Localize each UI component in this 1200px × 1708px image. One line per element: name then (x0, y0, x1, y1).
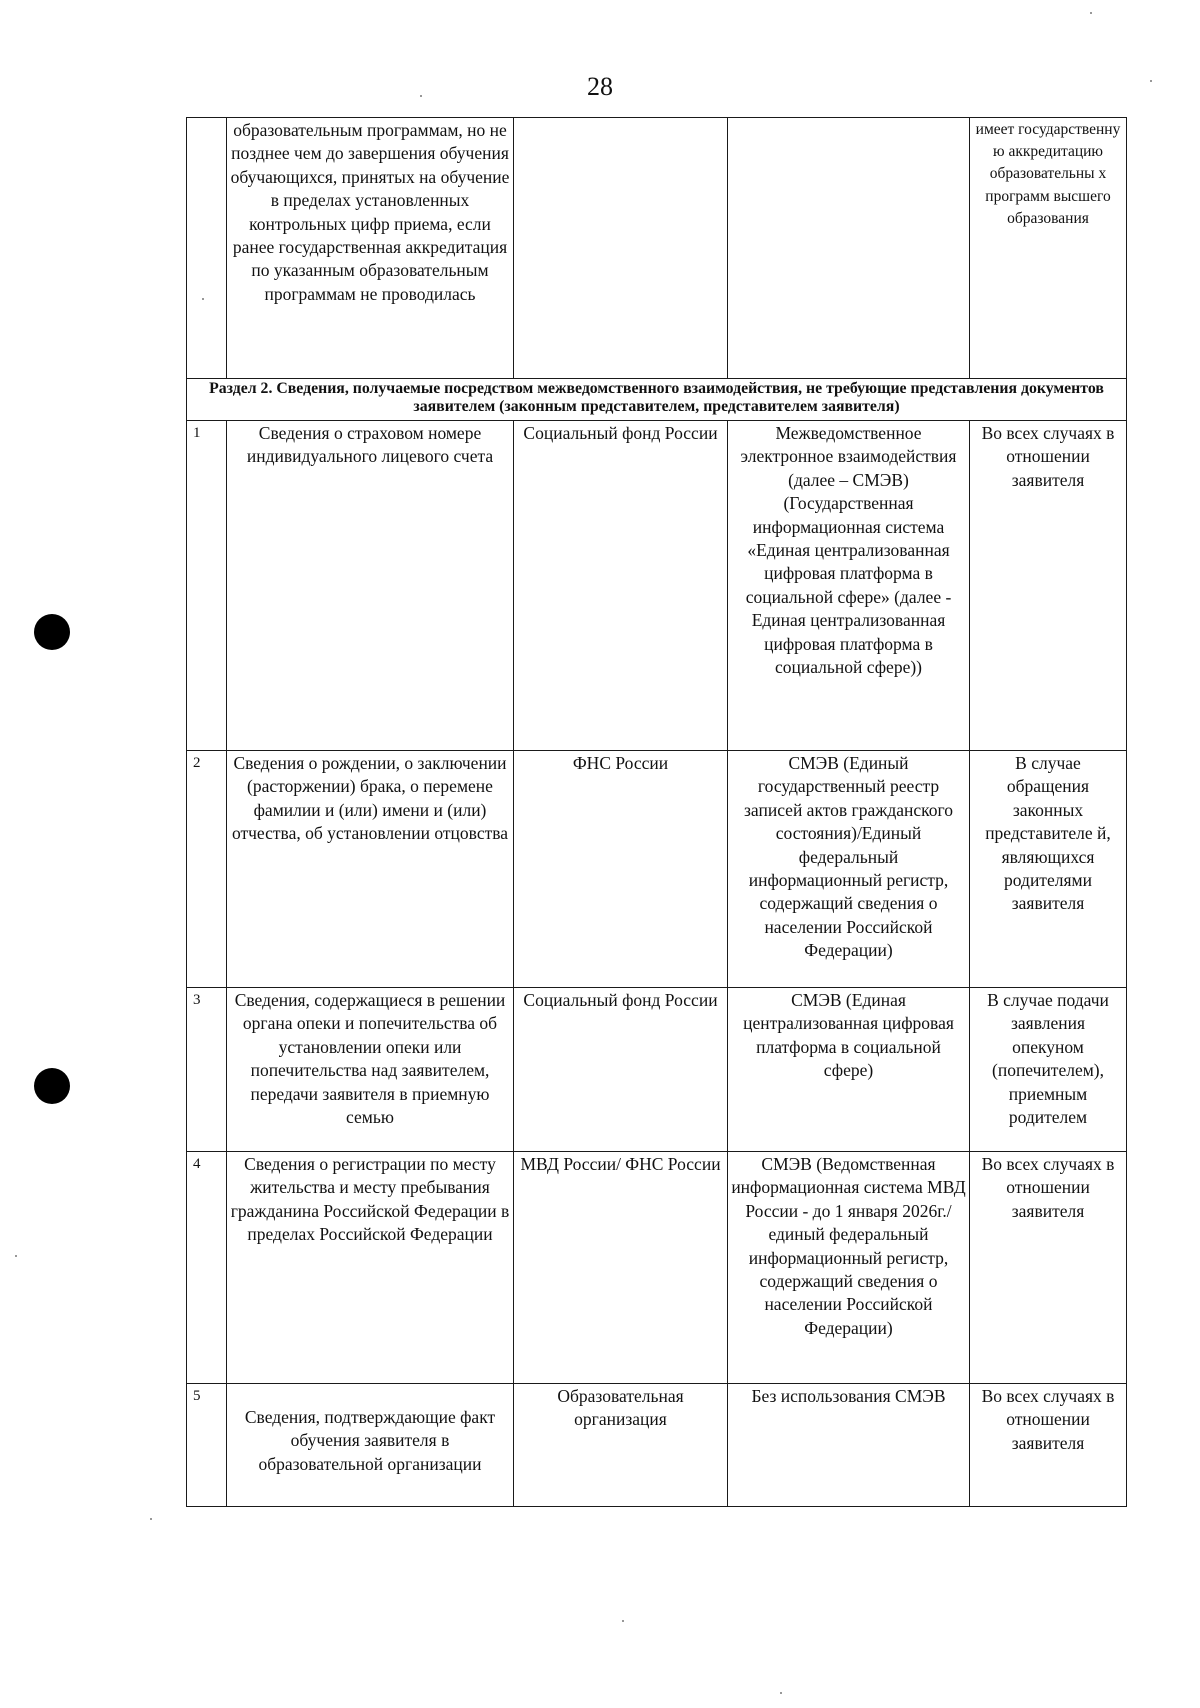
method-cell: Межведомственное электронное взаимодействия (далее – СМЭВ) (Государственная информационная система «Единая централизованная цифровая платформа в социальной сфере» (далее - Единая централизованная цифровая платформа в социальной сфере)) (728, 421, 970, 751)
table-row (187, 421, 1127, 751)
method-cell: СМЭВ (Единая централизованная цифровая платформа в социальной сфере) (728, 988, 970, 1152)
condition-cell: Во всех случаях в отношении заявителя (970, 421, 1127, 751)
row-number: 1 (187, 421, 227, 751)
row-number: 4 (187, 1152, 227, 1384)
method-cell (728, 118, 970, 379)
scan-speck (1090, 12, 1092, 14)
scan-speck (420, 95, 422, 97)
info-cell: Сведения, содержащиеся в решении органа опеки и попечительства об установлении опеки или попечительства над заявителем, передачи заявителя в приемную семью (227, 988, 514, 1152)
source-cell: Образовательная организация (514, 1384, 728, 1507)
table-row (187, 1384, 1127, 1507)
scan-speck (622, 1620, 624, 1622)
condition-cell: имеет государственну ю аккредитацию образовательны х программ высшего образования (970, 118, 1127, 379)
row-number: 3 (187, 988, 227, 1152)
condition-cell: В случае подачи заявления опекуном (попечителем), приемным родителем (970, 988, 1127, 1152)
scan-speck (780, 1692, 782, 1694)
method-cell: Без использования СМЭВ (728, 1384, 970, 1507)
scan-speck (1150, 80, 1152, 82)
info-cell: Сведения, подтверждающие факт обучения заявителя в образовательной организации (227, 1384, 514, 1507)
info-cell: Сведения о страховом номере индивидуального лицевого счета (227, 421, 514, 751)
condition-cell: В случае обращения законных представителе й, являющихся родителями заявителя (970, 751, 1127, 988)
row-number (187, 118, 227, 379)
page-number: 28 (587, 72, 613, 101)
row-number: 2 (187, 751, 227, 988)
section-title: Раздел 2. Сведения, получаемые посредством межведомственного взаимодействия, не требующие представления документов заявителем (законным представителем, представителем заявителя) (187, 379, 1127, 421)
scan-speck (15, 1255, 17, 1257)
method-cell: СМЭВ (Единый государственный реестр записей актов гражданского состояния)/Единый федеральный информационный регистр, содержащий сведения о населении Российской Федерации) (728, 751, 970, 988)
source-cell (514, 118, 728, 379)
source-cell: Социальный фонд России (514, 421, 728, 751)
source-cell: ФНС России (514, 751, 728, 988)
source-cell: Социальный фонд России (514, 988, 728, 1152)
condition-cell: Во всех случаях в отношении заявителя (970, 1152, 1127, 1384)
table-row (187, 751, 1127, 988)
info-cell: образовательным программам, но не позднее чем до завершения обучения обучающихся, принятых на обучение в пределах установленных контрольных цифр приема, если ранее государственная аккредитация по указанным образовательным программам не проводилась (227, 118, 514, 379)
source-cell: МВД России/ ФНС России (514, 1152, 728, 1384)
info-cell: Сведения о регистрации по месту жительства и месту пребывания гражданина Российской Федерации в пределах Российской Федерации (227, 1152, 514, 1384)
condition-cell: Во всех случаях в отношении заявителя (970, 1384, 1127, 1507)
scan-speck (150, 1518, 152, 1520)
table-row (187, 1152, 1127, 1384)
method-cell: СМЭВ (Ведомственная информационная система МВД России - до 1 января 2026г./единый федеральный информационный регистр, содержащий сведения о населении Российской Федерации) (728, 1152, 970, 1384)
section-header-row (187, 379, 1127, 421)
document-table (186, 117, 1127, 1507)
table-row (187, 118, 1127, 379)
info-cell: Сведения о рождении, о заключении (расторжении) брака, о перемене фамилии и (или) имени и (или) отчества, об установлении отцовства (227, 751, 514, 988)
row-number: 5 (187, 1384, 227, 1507)
table-row (187, 988, 1127, 1152)
punch-hole-upper (34, 614, 70, 650)
punch-hole-lower (34, 1068, 70, 1104)
